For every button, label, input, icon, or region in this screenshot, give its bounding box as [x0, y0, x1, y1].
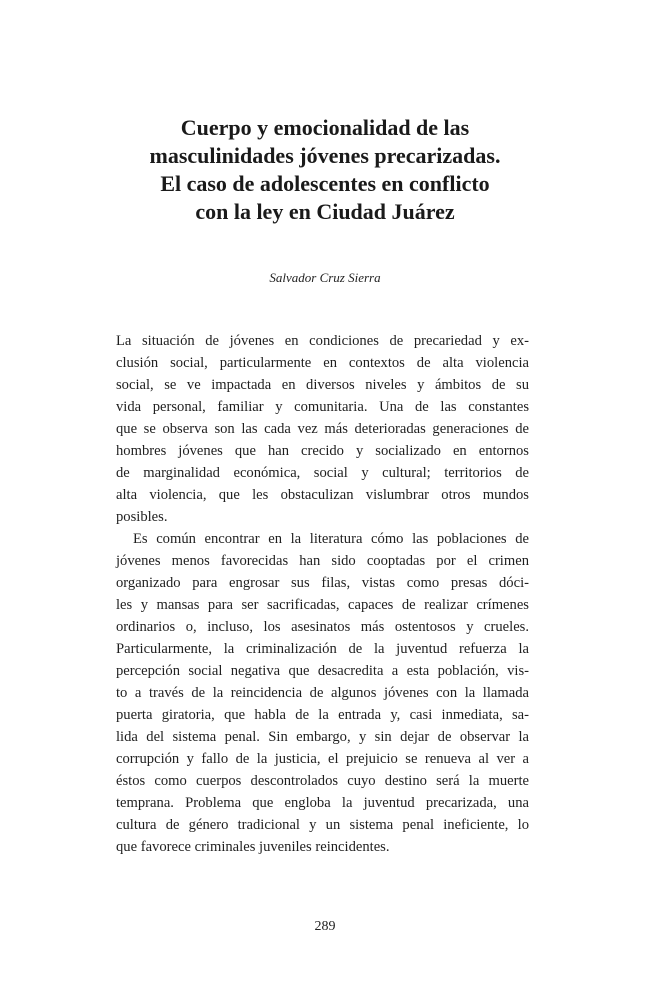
text-line: clusión social, particularmente en contextos de alta violencia — [116, 355, 529, 371]
chapter-title-line: Cuerpo y emocionalidad de las — [180, 115, 470, 140]
text-line: que favorece criminales juveniles reincidentes. — [116, 839, 390, 855]
text-line: Es común encontrar en la literatura cómo las poblaciones de — [133, 531, 529, 547]
text-line: to a través de la reincidencia de algunos jóvenes con la llamada — [116, 685, 529, 701]
text-line: posibles. — [116, 509, 168, 525]
chapter-title-line: con la ley en Ciudad Juárez — [195, 199, 455, 224]
text-line: que se observa son las cada vez más deterioradas generaciones de — [116, 421, 529, 437]
text-line: de marginalidad económica, social y cultural; territorios de — [116, 465, 529, 481]
chapter-title — [90, 114, 560, 226]
text-line: temprana. Problema que engloba la juventud precarizada, una — [116, 795, 529, 811]
text-line: puerta giratoria, que habla de la entrada y, casi inmediata, sa- — [116, 707, 529, 723]
text-line: percepción social negativa que desacredita a esta población, vis- — [116, 663, 529, 679]
text-line: Particularmente, la criminalización de la juventud refuerza la — [116, 641, 529, 657]
text-line: organizado para engrosar sus filas, vistas como presas dóci- — [116, 575, 529, 591]
text-line: ordinarios o, incluso, los asesinatos más ostentosos y crueles. — [116, 619, 529, 635]
text-line: éstos como cuerpos descontrolados cuyo destino será la muerte — [116, 773, 529, 789]
text-line: social, se ve impactada en diversos niveles y ámbitos de su — [116, 377, 529, 393]
paragraph — [116, 528, 529, 858]
chapter-title-line: masculinidades jóvenes precarizadas. — [149, 143, 501, 168]
body-text — [116, 330, 529, 858]
text-line: La situación de jóvenes en condiciones de precariedad y ex- — [116, 333, 529, 349]
text-line: vida personal, familiar y comunitaria. Una de las constantes — [116, 399, 529, 415]
paragraph — [116, 330, 529, 528]
text-line: lida del sistema penal. Sin embargo, y sin dejar de observar la — [116, 729, 529, 745]
text-line: alta violencia, que les obstaculizan vislumbrar otros mundos — [116, 487, 529, 503]
page-number: 289 — [314, 919, 336, 934]
text-line: hombres jóvenes que han crecido y socializado en entornos — [116, 443, 529, 459]
text-line: cultura de género tradicional y un sistema penal ineficiente, lo — [116, 817, 529, 833]
chapter-title-line: El caso de adolescentes en conflicto — [160, 171, 490, 196]
text-line: corrupción y fallo de la justicia, el prejuicio se renueva al ver a — [116, 751, 529, 767]
text-line: jóvenes menos favorecidas han sido cooptadas por el crimen — [116, 553, 529, 569]
author-name: Salvador Cruz Sierra — [269, 270, 381, 285]
text-line: les y mansas para ser sacrificadas, capaces de realizar crímenes — [116, 597, 529, 613]
